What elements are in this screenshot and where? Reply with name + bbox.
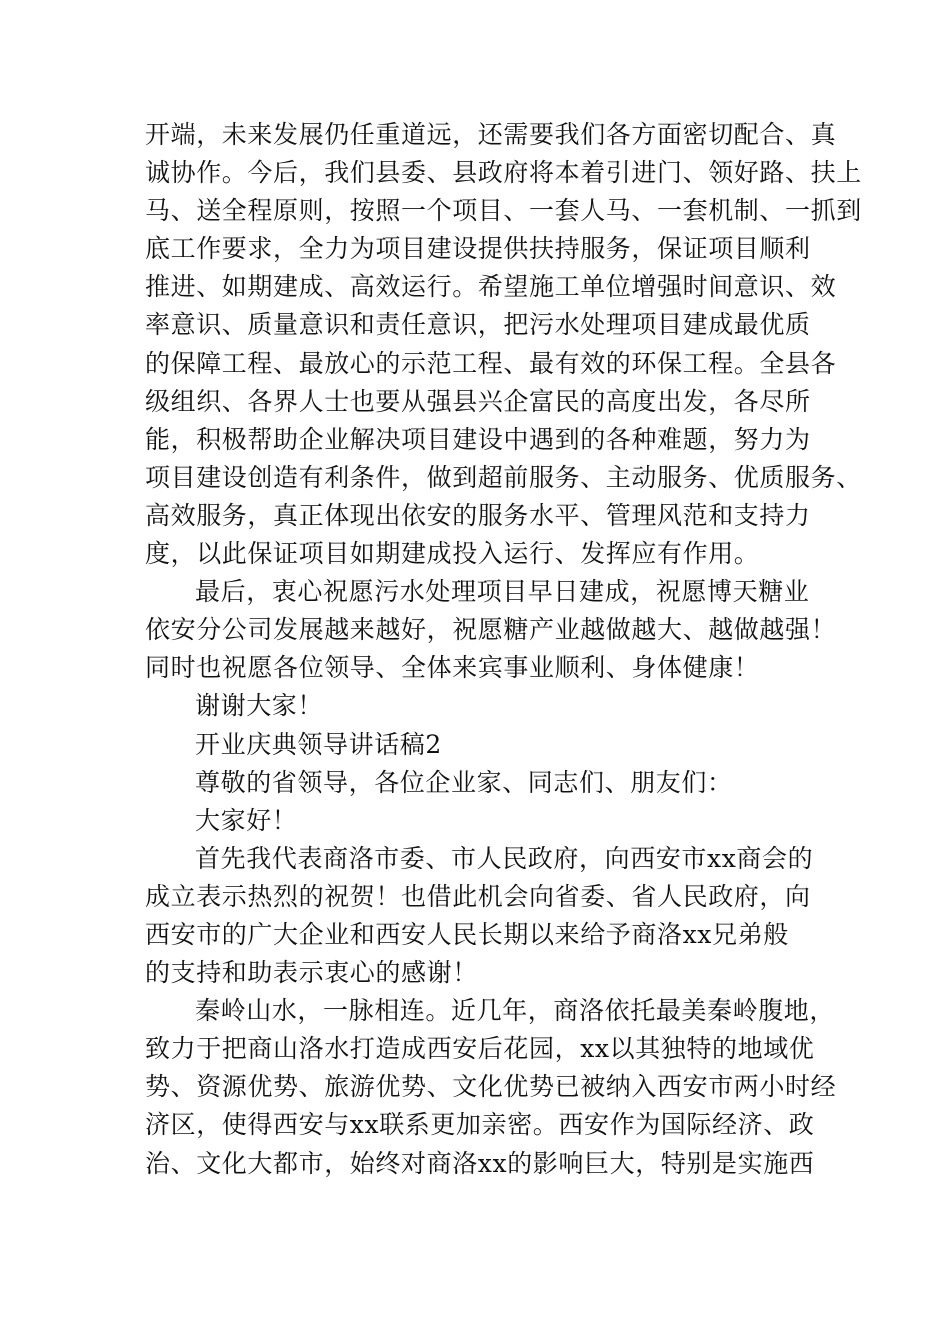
text-line: 依安分公司发展越来越好，祝愿糖产业越做越大、越做越强！ [145, 615, 837, 645]
paragraph-salutation [145, 764, 825, 802]
text-line: 首先我代表商洛市委、市人民政府，向西安市xx商会的 [195, 843, 814, 873]
text-line: 致力于把商山洛水打造成西安后花园，xx以其独特的地域优 [145, 1034, 815, 1064]
text-line: 开业庆典领导讲话稿2 [195, 729, 442, 759]
text-line: 开端，未来发展仍任重道远，还需要我们各方面密切配合、真 [145, 120, 837, 149]
text-line: 同时也祝愿各位领导、全体来宾事业顺利、身体健康！ [145, 653, 760, 683]
text-line: 率意识、质量意识和责任意识，把污水处理项目建成最优质 [145, 310, 811, 340]
text-line: 高效服务，真正体现出依安的服务水平、管理风范和支持力 [145, 500, 811, 530]
text-line: 西安市的广大企业和西安人民长期以来给予商洛xx兄弟般 [145, 919, 789, 949]
section-heading [145, 726, 825, 764]
text-line: 尊敬的省领导，各位企业家、同志们、朋友们： [195, 767, 733, 797]
text-line: 的保障工程、最放心的示范工程、最有效的环保工程。全县各 [145, 348, 837, 378]
text-line: 推进、如期建成、高效运行。希望施工单位增强时间意识、效 [145, 272, 837, 302]
text-line: 级组织、各界人士也要从强县兴企富民的高度出发，各尽所 [145, 386, 811, 416]
text-line: 最后，衷心祝愿污水处理项目早日建成，祝愿博天糖业 [195, 577, 810, 607]
text-line: 度，以此保证项目如期建成投入运行、发挥应有作用。 [145, 539, 760, 569]
text-line: 大家好！ [195, 805, 298, 835]
text-line: 秦岭山水，一脉相连。近几年，商洛依托最美秦岭腹地， [195, 996, 836, 1026]
text-line: 治、文化大都市，始终对商洛xx的影响巨大，特别是实施西 [145, 1148, 815, 1178]
text-line: 成立表示热烈的祝贺！也借此机会向省委、省人民政府，向 [145, 881, 811, 911]
text-line: 马、送全程原则，按照一个项目、一套人马、一套机制、一抓到 [145, 196, 862, 226]
paragraph-congratulations [145, 840, 825, 992]
text-line: 项目建设创造有利条件，做到超前服务、主动服务、优质服务、 [145, 462, 862, 492]
paragraph-closing-wishes [145, 573, 837, 687]
text-line: 谢谢大家！ [195, 691, 324, 721]
text-line: 势、资源优势、旅游优势、文化优势已被纳入西安市两小时经 [145, 1072, 837, 1102]
text-line: 诚协作。今后，我们县委、县政府将本着引进门、领好路、扶上 [145, 158, 862, 188]
text-line: 底工作要求，全力为项目建设提供扶持服务，保证项目顺利 [145, 234, 811, 264]
paragraph-1 [145, 116, 862, 573]
paragraph-greeting [145, 802, 825, 840]
text-line: 济区，使得西安与xx联系更加亲密。西安作为国际经济、政 [145, 1110, 815, 1140]
document-page [145, 116, 862, 1183]
paragraph-qinling [145, 992, 837, 1182]
text-line: 的支持和助表示衷心的感谢！ [145, 958, 478, 988]
paragraph-thanks [145, 687, 825, 725]
text-line: 能，积极帮助企业解决项目建设中遇到的各种难题，努力为 [145, 424, 811, 454]
